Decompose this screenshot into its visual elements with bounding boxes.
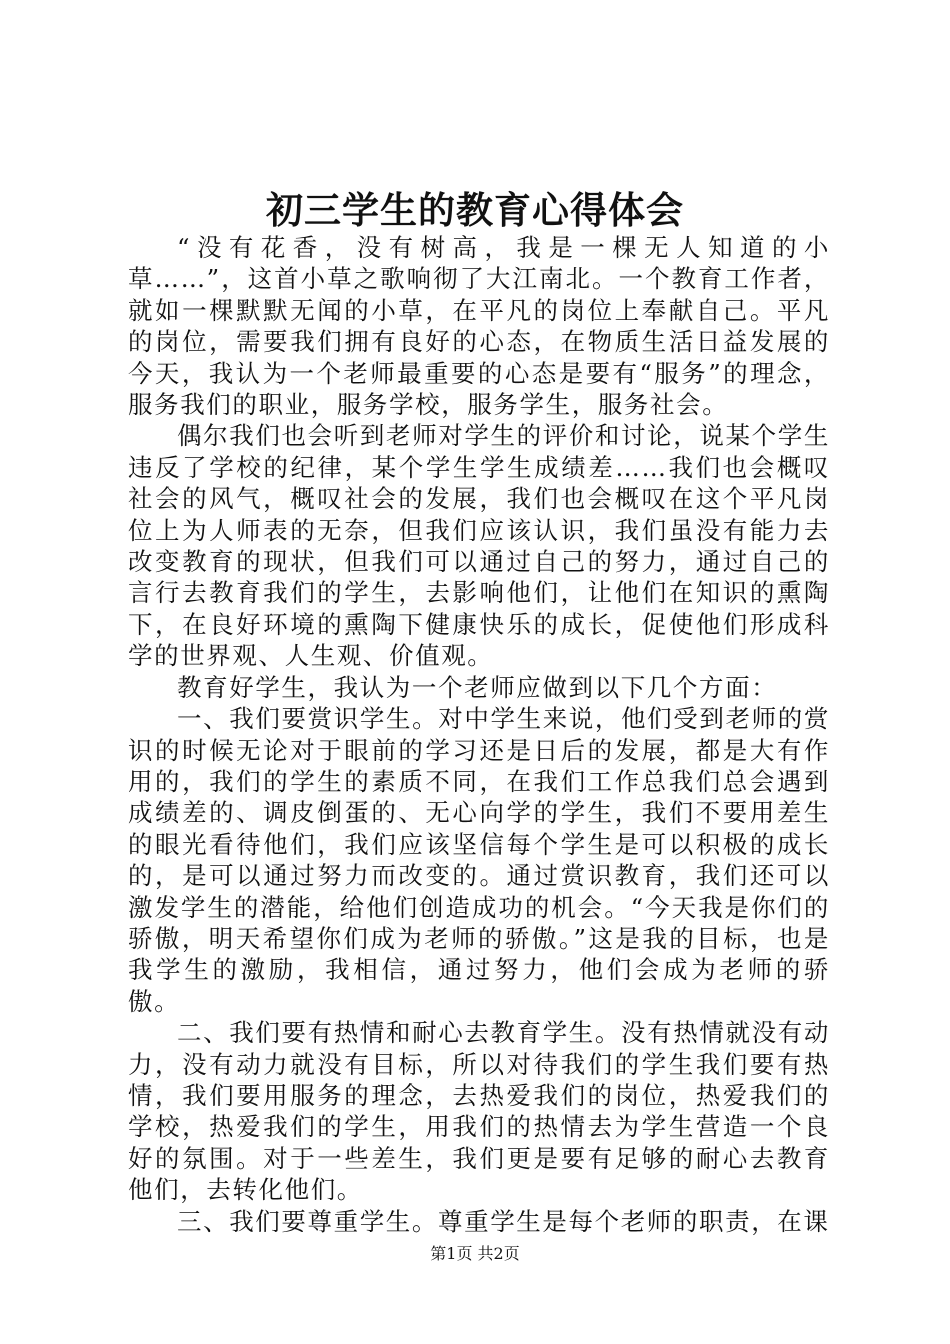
- document-title: 初三学生的教育心得体会: [266, 188, 684, 232]
- paragraph-intro: “没有花香，没有树高，我是一棵无人知道的小草……”，这首小草之歌响彻了大江南北。一个教育工作者，就如一棵默默无闻的小草，在平凡的岗位上奉献自己。平凡的岗位，需要我们拥有良好的心态，在物质生活日益发展的今天，我认为一个老师最重要的心态是要有“服务”的理念，服务我们的职业，服务学校，服务学生，服务社会。: [128, 233, 830, 420]
- page-footer: 第1页 共2页: [430, 1244, 520, 1263]
- paragraph-point-three: 三、我们要尊重学生。尊重学生是每个老师的职责，在课: [177, 1206, 830, 1236]
- paragraph-point-two: 二、我们要有热情和耐心去教育学生。没有热情就没有动力，没有动力就没有目标，所以对待我们的学生我们要有热情，我们要用服务的理念，去热爱我们的岗位，热爱我们的学校，热爱我们的学生，用我们的热情去为学生营造一个良好的氛围。对于一些差生，我们更是要有足够的耐心去教育他们，去转化他们。: [128, 1018, 830, 1205]
- paragraph-aspects-intro: 教育好学生，我认为一个老师应做到以下几个方面：: [177, 672, 778, 702]
- paragraph-reflection: 偶尔我们也会听到老师对学生的评价和讨论，说某个学生违反了学校的纪律，某个学生学生成绩差……我们也会概叹社会的风气，概叹社会的发展，我们也会概叹在这个平凡岗位上为人师表的无奈，但我们应该认识，我们虽没有能力去改变教育的现状，但我们可以通过自己的努力，通过自己的言行去教育我们的学生，去影响他们，让他们在知识的熏陶下，在良好环境的熏陶下健康快乐的成长，促使他们形成科学的世界观、人生观、价值观。: [128, 421, 830, 671]
- document-body: [128, 232, 830, 1237]
- paragraph-point-one: 一、我们要赏识学生。对中学生来说，他们受到老师的赏识的时候无论对于眼前的学习还是日后的发展，都是大有作用的，我们的学生的素质不同，在我们工作总我们总会遇到成绩差的、调皮倒蛋的、无心向学的学生，我们不要用差生的眼光看待他们，我们应该坚信每个学生是可以积极的成长的，是可以通过努力而改变的。通过赏识教育，我们还可以激发学生的潜能，给他们创造成功的机会。“今天我是你们的骄傲，明天希望你们成为老师的骄傲。”这是我的目标，也是我学生的激励，我相信，通过努力，他们会成为老师的骄傲。: [128, 704, 830, 1016]
